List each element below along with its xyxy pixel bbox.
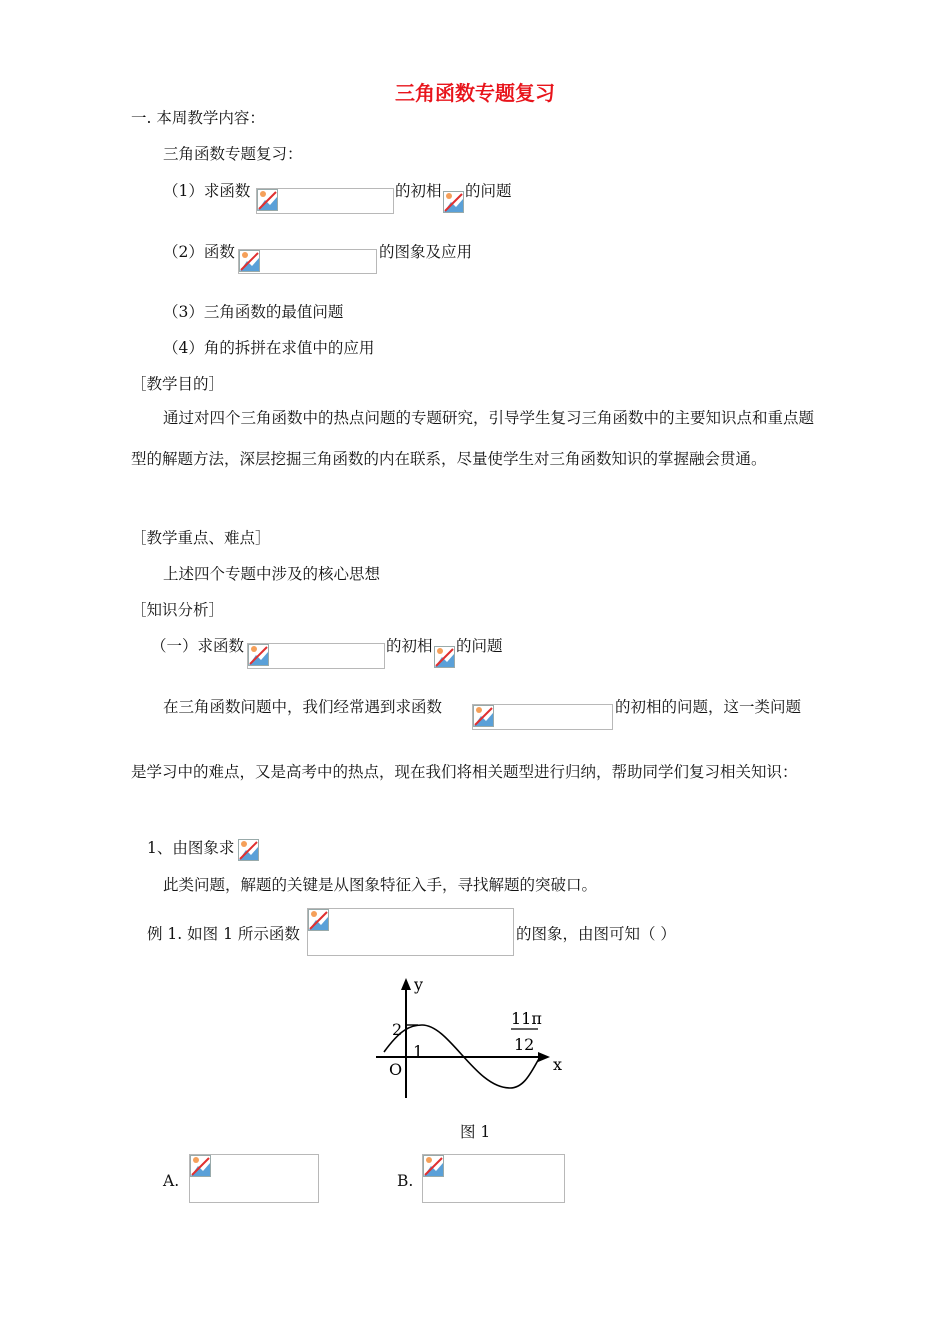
method-1-description: 此类问题，解题的关键是从图象特征入手，寻找解题的突破口。	[163, 876, 598, 894]
goals-heading: ［教学目的］	[131, 375, 225, 393]
y-axis-arrow	[401, 978, 411, 990]
option-b-image	[422, 1154, 565, 1203]
broken-image-icon	[443, 191, 464, 213]
key-points-text: 上述四个专题中涉及的核心思想	[163, 565, 381, 583]
option-b-label: B.	[397, 1172, 414, 1190]
broken-image-icon	[239, 250, 260, 272]
sine-graph-figure	[360, 970, 580, 1110]
analysis-sub-prefix: （一）求函数	[151, 637, 245, 655]
example-1-suffix: 的图象，由图可知（ ）	[516, 925, 676, 943]
analysis-para-continued: 是学习中的难点，又是高考中的热点，现在我们将相关题型进行归纳，帮助同学们复习相关知识：	[131, 763, 798, 781]
item-2-suffix: 的图象及应用	[379, 243, 473, 261]
fraction-denominator: 12	[514, 1035, 535, 1054]
item-4: （4）角的拆拼在求值中的应用	[163, 339, 375, 357]
x-axis-label: x	[553, 1055, 563, 1074]
formula-image	[247, 643, 385, 669]
broken-image-icon	[238, 839, 259, 861]
section-heading-content: 一. 本周教学内容：	[131, 109, 265, 127]
analysis-heading: ［知识分析］	[131, 601, 225, 619]
origin-label: O	[389, 1060, 403, 1079]
fraction-numerator: 11π	[511, 1009, 542, 1028]
analysis-sub-middle: 的初相	[386, 637, 433, 655]
x-axis-arrow	[538, 1052, 550, 1062]
y-axis-label: y	[414, 975, 424, 994]
item-3: （3）三角函数的最值问题	[163, 303, 344, 321]
broken-image-icon	[434, 646, 455, 668]
broken-image-icon	[257, 189, 278, 211]
example-1-prefix: 例 1. 如图 1 所示函数	[147, 925, 300, 943]
goals-text: 通过对四个三角函数中的热点问题的专题研究，引导学生复习三角函数中的主要知识点和重点题型的解题方法，深层挖掘三角函数的内在联系，尽量使学生对三角函数知识的掌握融会贯通。	[131, 409, 815, 468]
broken-image-icon	[190, 1155, 211, 1177]
y-tick-label-1: 1	[413, 1042, 424, 1061]
formula-image	[307, 908, 514, 956]
item-2-prefix: （2）函数	[163, 243, 235, 261]
option-a-label: A.	[163, 1172, 180, 1190]
analysis-para-prefix: 在三角函数问题中，我们经常遇到求函数	[163, 698, 443, 716]
item-1-prefix: （1）求函数	[163, 182, 251, 200]
formula-image	[238, 249, 377, 274]
option-a-image	[189, 1154, 319, 1203]
item-1-suffix: 的问题	[465, 182, 512, 200]
analysis-para-suffix: 的初相的问题，这一类问题	[615, 698, 802, 716]
key-points-heading: ［教学重点、难点］	[131, 529, 271, 547]
broken-image-icon	[308, 909, 329, 931]
section-intro: 三角函数专题复习：	[163, 145, 303, 163]
formula-image	[256, 188, 394, 214]
analysis-sub-suffix: 的问题	[456, 637, 503, 655]
figure-caption: 图 1	[460, 1123, 491, 1141]
broken-image-icon	[248, 644, 269, 666]
item-1-middle: 的初相	[395, 182, 442, 200]
broken-image-icon	[473, 705, 494, 727]
broken-image-icon	[423, 1155, 444, 1177]
formula-image	[472, 704, 613, 730]
method-1-heading: 1、由图象求	[147, 839, 235, 857]
page-title: 三角函数专题复习	[395, 81, 555, 105]
y-tick-label-2: 2	[392, 1020, 403, 1039]
